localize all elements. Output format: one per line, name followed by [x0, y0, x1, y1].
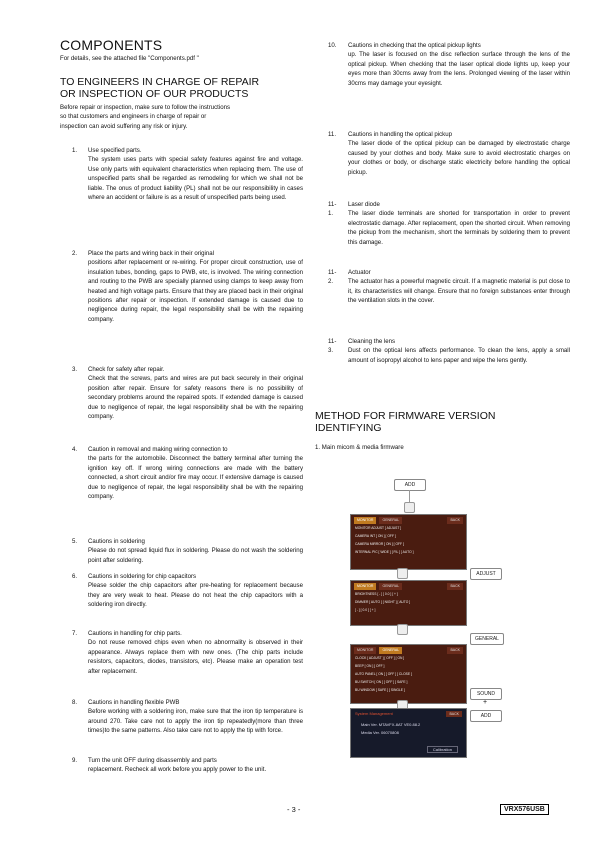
screen-row: BRIGHTNESS [ - ] [ 0.0 ] [ + ]: [355, 592, 398, 596]
screen-row: BEEP [ ON ] [ OFF ]: [355, 664, 385, 668]
tab-back[interactable]: BACK: [447, 583, 463, 590]
screen-row: DIMMER [ AUTO ] [ NIGHT ] [ AUTO ]: [355, 600, 411, 604]
screen-row: BU SWITCH [ ON ] [ OFF ] [ SAFE ]: [355, 680, 408, 684]
screen-row: MONITOR ADJUST [ ADJUST ]: [355, 526, 402, 530]
add-button-2[interactable]: ADD: [470, 710, 502, 722]
firmware-heading-line2: IDENTIFYING: [315, 422, 382, 434]
screen-row: AUTO PANEL [ ON ] [ OFF ] [ CLOSE ]: [355, 672, 412, 676]
screen-row: CAMERA INT [ ON ] [ OFF ]: [355, 534, 396, 538]
tab-back[interactable]: BACK: [447, 517, 463, 524]
firmware-heading-line1: METHOD FOR FIRMWARE VERSION: [315, 410, 496, 422]
engineers-intro-3: inspection can avoid suffering any risk or injury.: [60, 123, 188, 130]
adjust-button[interactable]: ADJUST: [470, 568, 502, 580]
engineers-intro-1: Before repair or inspection, make sure to follow the instructions: [60, 104, 231, 111]
screen-row: [ - ] [ 0.0 ] [ + ]: [355, 608, 376, 612]
tab-monitor[interactable]: MONITOR: [354, 517, 376, 524]
tab-general[interactable]: GENERAL: [379, 647, 402, 654]
press-knob-icon: [404, 502, 415, 513]
tab-general[interactable]: GENERAL: [379, 583, 402, 590]
adjust-screen: [350, 580, 467, 626]
screen-row: INTERNAL PIC [ WIDE ] [ FIL ] [ AUTO ]: [355, 550, 414, 554]
general-button[interactable]: GENERAL: [470, 633, 504, 645]
engineers-heading-line1: TO ENGINEERS IN CHARGE OF REPAIR: [60, 76, 260, 88]
add-button[interactable]: ADD: [394, 479, 426, 491]
media-version: Media Ver. 06070808: [361, 730, 399, 735]
screen-row: CAMERA MIRROR [ ON ] [ OFF ]: [355, 542, 404, 546]
tab-back[interactable]: BACK: [446, 711, 462, 717]
tab-monitor[interactable]: MONITOR: [354, 583, 376, 590]
sound-button[interactable]: SOUND: [470, 688, 502, 700]
engineers-heading-line2: OR INSPECTION OF OUR PRODUCTS: [60, 88, 249, 100]
monitor-screen: [350, 514, 467, 570]
page-number: - 3 -: [287, 805, 301, 814]
components-note: For details, see the attached file "Components.pdf ": [60, 55, 199, 62]
general-screen: [350, 644, 467, 704]
press-knob-icon: [397, 624, 408, 635]
screen-row: CLOCK [ ADJUST ] [ OFF ] [ ON ]: [355, 656, 405, 660]
tab-monitor[interactable]: MONITOR: [354, 647, 376, 654]
press-knob-icon: [397, 568, 408, 579]
engineers-intro-2: so that customers and engineers in charge of repair or: [60, 113, 207, 120]
system-management-title: System Management: [355, 711, 393, 716]
components-heading: COMPONENTS: [60, 37, 163, 53]
system-management-screen: [350, 708, 467, 758]
plus-sign: +: [483, 699, 488, 706]
screen-row: BU WINDOW [ SAFE ] [ SINGLE ]: [355, 688, 405, 692]
model-number: VRX576USB: [500, 804, 549, 815]
tab-general[interactable]: GENERAL: [379, 517, 402, 524]
calibration-button[interactable]: Calibration: [427, 746, 458, 753]
firmware-subheading: 1. Main micom & media firmware: [315, 444, 404, 451]
tab-back[interactable]: BACK: [447, 647, 463, 654]
micom-version: Main Ver. MTAVFX-8AT VE0.88.2: [361, 722, 421, 727]
